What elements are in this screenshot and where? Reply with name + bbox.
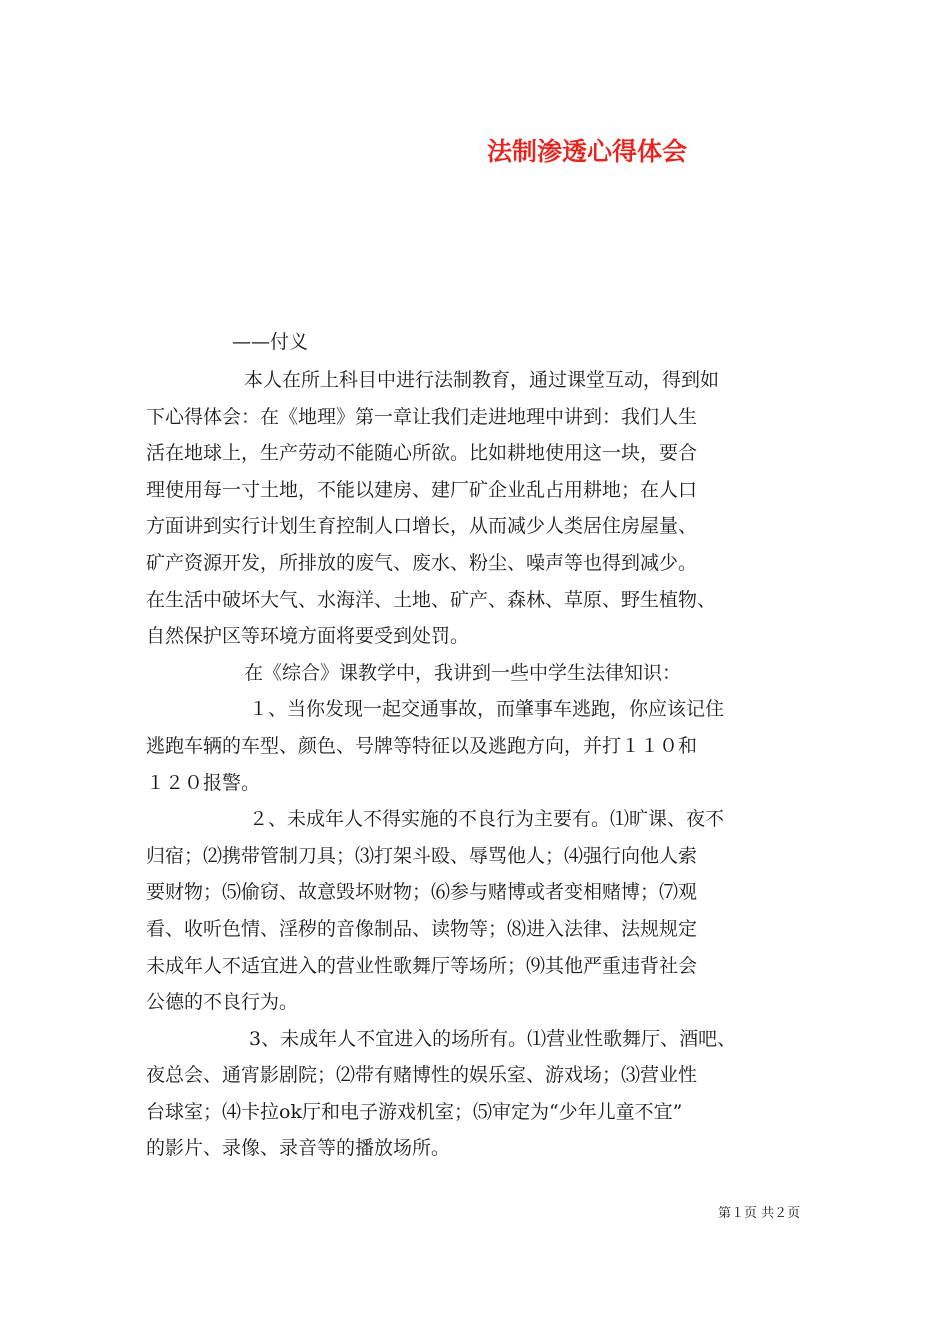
paragraph-line: 在《综合》课教学中，我讲到一些中学生法律知识： [244,661,682,684]
paragraph-line: ２、未成年人不得实施的不良行为主要有。⑴旷课、夜不 [249,808,725,831]
paragraph-line: 的影片、录像、录音等的播放场所。 [146,1137,451,1160]
paragraph-line: 看、收听色情、淫秽的音像制品、读物等；⑻进入法律、法规规定 [146,917,698,940]
paragraph-line: 逃跑车辆的车型、颜色、号牌等特征以及逃跑方向，并打１１０和 [146,734,698,757]
paragraph-line: 台球室；⑷卡拉ok厅和电子游戏机室；⑸审定为“少年儿童不宜” [146,1100,683,1123]
author-line: ——付义 [232,331,309,353]
document-body [146,362,826,1167]
paragraph-line: 自然保护区等环境方面将要受到处罚。 [146,625,470,648]
paragraph-line: 要财物；⑸偷窃、故意毁坏财物；⑹参与赌博或者变相赌博；⑺观 [146,881,698,904]
paragraph-line: 活在地球上，生产劳动不能随心所欲。比如耕地使用这一块，要合 [146,442,698,465]
paragraph-line: 下心得体会：在《地理》第一章让我们走进地理中讲到：我们人生 [146,405,698,428]
paragraph-line: １、当你发现一起交通事故，而肇事车逃跑，你应该记住 [249,698,725,721]
paragraph-line: 公德的不良行为。 [146,991,299,1014]
paragraph-line: 矿产资源开发，所排放的废气、废水、粉尘、噪声等也得到减少。 [146,551,698,574]
paragraph-line: １２０报警。 [146,771,261,794]
paragraph-line: 未成年人不适宜进入的营业性歌舞厅等场所；⑼其他严重违背社会 [146,954,698,977]
document-title: 法制渗透心得体会 [487,137,688,166]
paragraph-line: 3、未成年人不宜进入的场所有。⑴营业性歌舞厅、酒吧、 [249,1027,737,1050]
page-number-footer: 第１页 共２页 [718,1206,801,1221]
paragraph-line: 本人在所上科目中进行法制教育，通过课堂互动，得到如 [244,369,720,391]
paragraph-line: 夜总会、通宵影剧院；⑵带有赌博性的娱乐室、游戏场；⑶营业性 [146,1064,698,1087]
paragraph-line: 归宿；⑵携带管制刀具；⑶打架斗殴、辱骂他人；⑷强行向他人索 [146,844,698,867]
paragraph-line: 方面讲到实行计划生育控制人口增长，从而减少人类居住房屋量、 [146,515,698,538]
paragraph-line: 理使用每一寸土地，不能以建房、建厂矿企业乱占用耕地；在人口 [146,478,698,501]
paragraph-line: 在生活中破坏大气、水海洋、土地、矿产、森林、草原、野生植物、 [146,588,717,611]
